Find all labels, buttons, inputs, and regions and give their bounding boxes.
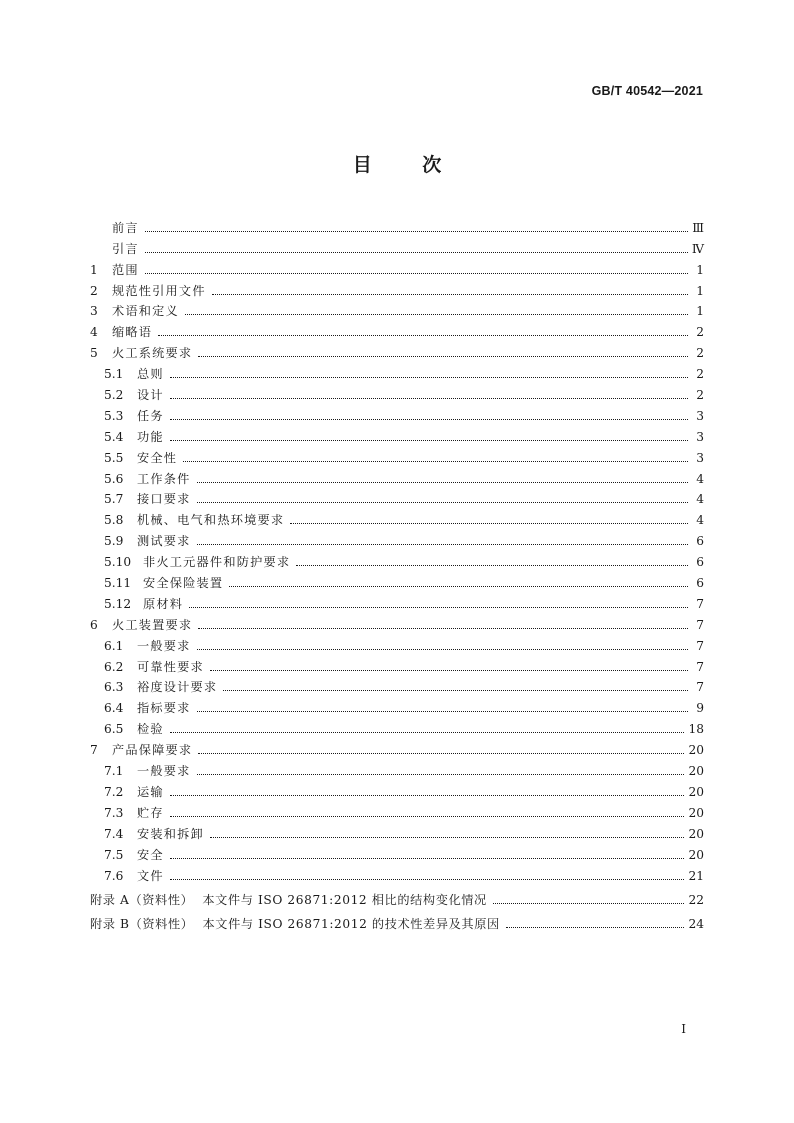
dot-leader [170, 376, 688, 378]
toc-entry-number: 6.2 [104, 659, 124, 674]
toc-entry-title: 可靠性要求 [137, 659, 204, 674]
toc-entry-title: 一般要求 [137, 764, 191, 779]
toc-entry-page: 7 [696, 617, 704, 632]
toc-entry[interactable] [90, 424, 704, 445]
toc-entry-page: 20 [688, 847, 704, 862]
toc-entry-number: 5.4 [104, 429, 124, 444]
dot-leader [189, 606, 688, 608]
toc-entry-title: 任务 [137, 408, 164, 423]
toc-entry-page: 7 [696, 638, 704, 653]
toc-entry[interactable] [90, 382, 704, 403]
dot-leader [145, 272, 688, 274]
toc-entry-page: Ⅳ [691, 241, 704, 256]
toc-entry[interactable] [90, 716, 704, 737]
dot-leader [170, 794, 685, 796]
toc-entry-title: 安装和拆卸 [137, 826, 204, 841]
toc-entry[interactable] [90, 528, 704, 549]
toc-entry[interactable] [90, 612, 704, 633]
toc-entry-title: 贮存 [137, 805, 164, 820]
toc-entry-page: 2 [696, 388, 704, 403]
toc-entry-title: 工作条件 [137, 471, 191, 486]
toc-entry-page: 6 [696, 534, 704, 549]
toc-entry-page: 6 [696, 576, 704, 591]
toc-entry-number: 6 [90, 617, 98, 632]
toc-entry-title: 裕度设计要求 [137, 680, 218, 695]
toc-entry-number: 5.1 [104, 367, 124, 382]
toc-entry-title: 火工系统要求 [112, 346, 193, 361]
toc-entry-title: 缩略语 [112, 325, 153, 340]
toc-entry-title: 非火工元器件和防护要求 [143, 555, 291, 570]
toc-entry-number: 5.12 [104, 596, 132, 611]
dot-leader [170, 418, 688, 420]
toc-entry[interactable] [90, 257, 704, 278]
toc-entry-page: 3 [696, 408, 704, 423]
dot-leader [197, 481, 688, 483]
toc-entry-title: 一般要求 [137, 638, 191, 653]
dot-leader [170, 878, 685, 880]
toc-entry[interactable] [90, 570, 704, 591]
toc-entry[interactable] [90, 278, 704, 299]
dot-leader [170, 439, 688, 441]
toc-entry-number: 7.5 [104, 847, 124, 862]
toc-entry-page: 20 [688, 826, 704, 841]
toc-entry[interactable] [90, 507, 704, 528]
toc-entry-page: 4 [696, 492, 704, 507]
toc-entry-title: 总则 [137, 367, 164, 382]
toc-entry[interactable] [90, 737, 704, 758]
dot-leader [223, 689, 688, 691]
toc-entry-number: 7.4 [104, 826, 124, 841]
toc-entry[interactable] [90, 215, 704, 236]
dot-leader [145, 251, 688, 253]
toc-entry[interactable] [90, 675, 704, 696]
toc-entry-title: 前言 [112, 220, 139, 235]
dot-leader [197, 543, 688, 545]
toc-entry-number: 5.2 [104, 388, 124, 403]
dot-leader [158, 334, 688, 336]
toc-entry-number: 5.11 [104, 576, 132, 591]
toc-entry-page: 20 [688, 743, 704, 758]
toc-entry-number: 5.7 [104, 492, 124, 507]
toc-entry-page: 2 [696, 346, 704, 361]
toc-entry[interactable] [90, 654, 704, 675]
toc-entry-title: 指标要求 [137, 701, 191, 716]
toc-entry-page: 4 [696, 471, 704, 486]
toc-entry-page: 3 [696, 429, 704, 444]
dot-leader [197, 501, 688, 503]
dot-leader [197, 773, 685, 775]
toc-entry-page: 1 [696, 283, 704, 298]
toc-entry[interactable] [90, 758, 704, 779]
toc-entry-number: 5.6 [104, 471, 124, 486]
dot-leader [197, 648, 688, 650]
toc-entry-title: 附录 A（资料性） 本文件与 ISO 26871:2012 相比的结构变化情况 [90, 892, 487, 907]
toc-entry-number: 7.2 [104, 784, 124, 799]
toc-entry-number: 5.9 [104, 534, 124, 549]
toc-appendix-entry[interactable] [90, 884, 704, 908]
toc-entry[interactable] [90, 549, 704, 570]
toc-entry-number: 7.3 [104, 805, 124, 820]
toc-entry-title: 安全 [137, 847, 164, 862]
toc-entry[interactable] [90, 487, 704, 508]
dot-leader [170, 857, 685, 859]
toc-entry-page: 18 [688, 722, 704, 737]
toc-entry-title: 检验 [137, 722, 164, 737]
toc-entry-title: 引言 [112, 241, 139, 256]
page-title: 目 次 [352, 154, 442, 176]
toc-entry-title: 产品保障要求 [112, 743, 193, 758]
toc-entry-page: 20 [688, 784, 704, 799]
toc-entry[interactable] [90, 842, 704, 863]
toc-entry-page: 2 [696, 367, 704, 382]
toc-entry-number: 7.6 [104, 868, 124, 883]
toc-entry-number: 5.3 [104, 408, 124, 423]
toc-entry-number: 7 [90, 743, 98, 758]
table-of-contents [90, 215, 704, 932]
toc-entry-number: 1 [90, 262, 98, 277]
toc-entry-page: 20 [688, 805, 704, 820]
dot-leader [170, 815, 685, 817]
dot-leader [210, 836, 685, 838]
toc-entry[interactable] [90, 800, 704, 821]
toc-entry-number: 5 [90, 346, 98, 361]
dot-leader [493, 902, 685, 904]
toc-entry-title: 运输 [137, 784, 164, 799]
toc-entry[interactable] [90, 466, 704, 487]
dot-leader [198, 355, 688, 357]
toc-entry-page: 6 [696, 555, 704, 570]
standard-number: GB/T 40542—2021 [591, 84, 703, 98]
toc-entry[interactable] [90, 299, 704, 320]
toc-entry-page: 9 [696, 701, 704, 716]
toc-entry[interactable] [90, 633, 704, 654]
dot-leader [185, 313, 688, 315]
toc-entry-number: 5.5 [104, 450, 124, 465]
toc-entry[interactable] [90, 821, 704, 842]
toc-entry-page: 1 [696, 304, 704, 319]
toc-entry-number: 2 [90, 283, 98, 298]
toc-entry-page: Ⅲ [692, 220, 704, 235]
toc-entry-number: 6.3 [104, 680, 124, 695]
toc-entry-number: 5.10 [104, 555, 132, 570]
dot-leader [170, 731, 685, 733]
toc-entry-title: 功能 [137, 429, 164, 444]
toc-entry-page: 24 [688, 916, 704, 931]
toc-entry-page: 1 [696, 262, 704, 277]
toc-entry-page: 7 [696, 659, 704, 674]
toc-entry-page: 21 [688, 868, 704, 883]
toc-entry-number: 5.8 [104, 513, 124, 528]
toc-entry-number: 3 [90, 304, 98, 319]
toc-entry-title: 规范性引用文件 [112, 283, 206, 298]
toc-entry-title: 原材料 [143, 596, 184, 611]
toc-entry-title: 设计 [137, 388, 164, 403]
dot-leader [198, 752, 684, 754]
toc-entry-title: 安全保险装置 [143, 576, 224, 591]
toc-entry[interactable] [90, 319, 704, 340]
toc-entry-title: 安全性 [137, 450, 178, 465]
toc-entry-title: 机械、电气和热环境要求 [137, 513, 285, 528]
toc-entry-page: 20 [688, 764, 704, 779]
toc-entry-number: 6.1 [104, 638, 124, 653]
toc-entry[interactable] [90, 361, 704, 382]
toc-entry-title: 文件 [137, 868, 164, 883]
dot-leader [212, 293, 688, 295]
dot-leader [197, 710, 688, 712]
toc-entry-title: 术语和定义 [112, 304, 179, 319]
toc-entry-title: 接口要求 [137, 492, 191, 507]
toc-entry[interactable] [90, 236, 704, 257]
dot-leader [296, 564, 688, 566]
toc-entry-title: 测试要求 [137, 534, 191, 549]
toc-entry[interactable] [90, 340, 704, 361]
toc-entry-number: 4 [90, 325, 98, 340]
toc-entry-page: 22 [688, 892, 704, 907]
toc-entry[interactable] [90, 591, 704, 612]
toc-entry-title: 火工装置要求 [112, 617, 193, 632]
toc-entry[interactable] [90, 403, 704, 424]
toc-entry-page: 2 [696, 325, 704, 340]
dot-leader [229, 585, 688, 587]
dot-leader [506, 926, 685, 928]
toc-entry[interactable] [90, 445, 704, 466]
dot-leader [210, 669, 688, 671]
toc-entry-page: 4 [696, 513, 704, 528]
dot-leader [198, 627, 688, 629]
toc-entry-number: 6.5 [104, 722, 124, 737]
toc-entry[interactable] [90, 779, 704, 800]
toc-entry-number: 7.1 [104, 764, 124, 779]
toc-entry[interactable] [90, 863, 704, 884]
toc-entry-page: 7 [696, 680, 704, 695]
dot-leader [170, 397, 688, 399]
toc-appendix-entry[interactable] [90, 908, 704, 932]
toc-entry-page: 3 [696, 450, 704, 465]
dot-leader [183, 460, 688, 462]
toc-entry-title: 范围 [112, 262, 139, 277]
dot-leader [290, 522, 688, 524]
toc-entry-page: 7 [696, 596, 704, 611]
dot-leader [145, 230, 688, 232]
toc-entry-title: 附录 B（资料性） 本文件与 ISO 26871:2012 的技术性差异及其原因 [90, 916, 500, 931]
toc-entry-number: 6.4 [104, 701, 124, 716]
toc-entry[interactable] [90, 695, 704, 716]
page-number: I [681, 1022, 686, 1036]
